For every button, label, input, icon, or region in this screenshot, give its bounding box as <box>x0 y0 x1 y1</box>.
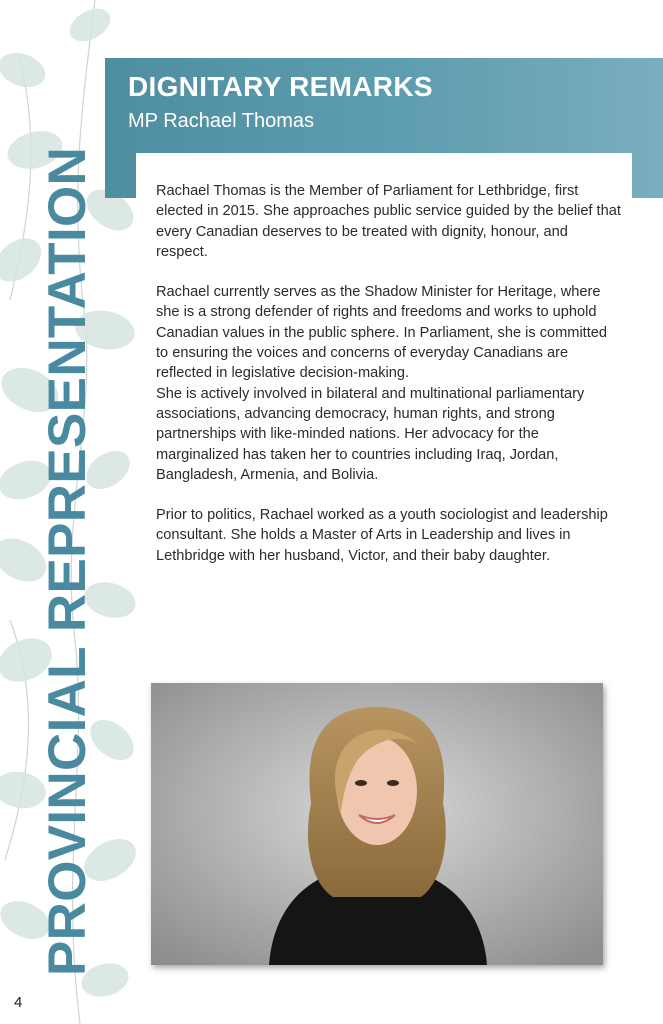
bio-paragraph: She is actively involved in bilateral and multinational parliamentary associations, advancing democracy, human rights, and strong partnerships with like-minded nations. Her advocacy for the marginalized has taken her to countries including Iraq, Jordan, Bangladesh, Armenia, and Bolivia. <box>156 385 585 483</box>
biography-text <box>156 181 621 586</box>
bio-paragraph: Rachael currently serves as the Shadow Minister for Heritage, where she is a strong defender of rights and freedoms and works to uphold Canadian values in the public sphere. In Parliament, she is committed to ensuring the voices and concerns of everyday Canadians are reflected in legislative decision-making. <box>156 284 608 382</box>
page-subtitle: MP Rachael Thomas <box>128 110 315 132</box>
portrait-photo-icon <box>151 683 603 965</box>
bio-paragraph: Rachael Thomas is the Member of Parliament for Lethbridge, first elected in 2015. She approaches public service guided by the belief that every Canadian deserves to be treated with dignity, honour, and respect. <box>156 183 621 260</box>
bio-paragraph: Prior to politics, Rachael worked as a youth sociologist and leadership consultant. She holds a Master of Arts in Leadership and lives in Lethbridge with her husband, Victor, and their baby daughter. <box>156 507 608 564</box>
section-title-vertical: PROVINCIAL REPRESENTATION <box>38 146 97 976</box>
portrait-photo <box>151 683 603 965</box>
page-number: 4 <box>14 994 23 1011</box>
page-title: DIGNITARY REMARKS <box>128 71 433 102</box>
